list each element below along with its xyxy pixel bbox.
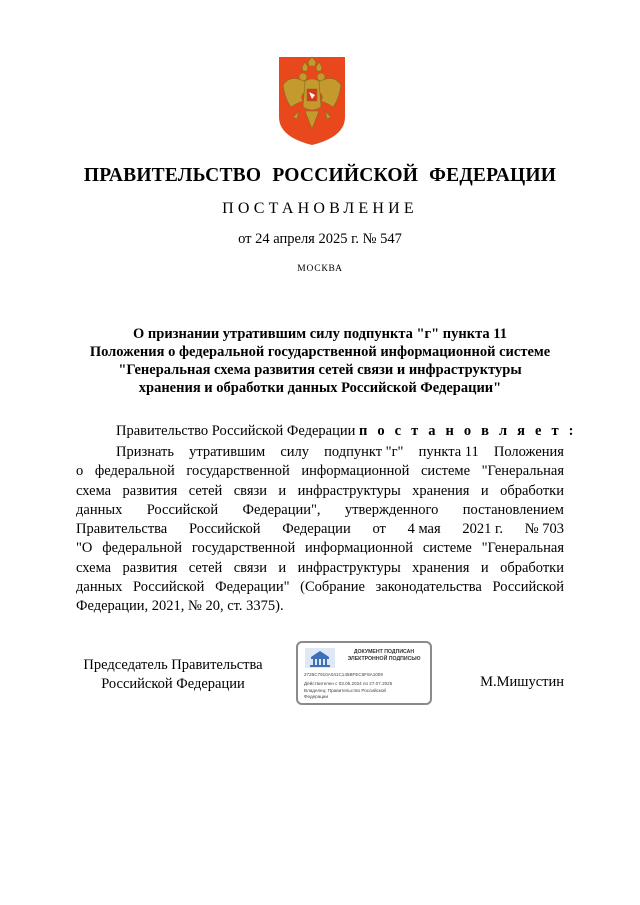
- body-line: [76, 520, 564, 539]
- heading-line: "Генеральная схема развития сетей связи и инфраструктуры: [118, 362, 522, 378]
- body-word: 4 мая: [407, 521, 441, 538]
- body-word: Федерации": [215, 579, 290, 596]
- document-city: МОСКВА: [297, 264, 343, 274]
- stamp-owner: Владелец: Правительство Российской: [304, 688, 386, 693]
- stamp-validity: Действителен с 03.05.2024 по 27.07.2025: [304, 681, 393, 686]
- position-line: Российской Федерации: [101, 676, 245, 692]
- body-word: утвержденного: [344, 501, 439, 518]
- body-word: "Генеральная: [481, 540, 564, 557]
- body-line: [76, 539, 564, 558]
- signatory-name: М.Мишустин: [480, 674, 564, 690]
- preamble-text: Правительство Российской Федерации: [116, 423, 356, 439]
- body-word: инфраструктуры: [297, 559, 401, 576]
- stamp-owner: Федерации: [304, 694, 329, 699]
- body-word: Положения: [493, 444, 564, 460]
- government-building-icon: [305, 648, 335, 668]
- preamble: [116, 423, 577, 440]
- body-word: Правительства: [76, 521, 168, 538]
- position-line: Председатель Правительства: [83, 657, 263, 673]
- body-word: обработки: [500, 482, 564, 499]
- body-line: [76, 482, 564, 501]
- russian-coat-of-arms-icon: [277, 55, 347, 147]
- body-word: Федерации: [282, 521, 351, 538]
- body-word: Российской: [492, 579, 564, 596]
- document-date-number: от 24 апреля 2025 г. № 547: [238, 231, 402, 247]
- decree-body: [76, 443, 564, 617]
- body-word: № 703: [524, 521, 564, 538]
- body-word: данных: [76, 501, 123, 518]
- body-word: обработки: [500, 559, 564, 576]
- body-word: пункта 11: [418, 444, 479, 460]
- electronic-signature-stamp: [296, 641, 432, 705]
- body-word: Российской: [189, 521, 261, 538]
- body-word: федеральной: [94, 463, 175, 480]
- body-line: [76, 462, 564, 481]
- body-word: государственной: [186, 463, 290, 480]
- body-word: связи: [233, 482, 267, 499]
- body-word: подпункт "г": [324, 444, 404, 460]
- body-word: схема: [76, 482, 112, 499]
- heading-line: О признании утратившим силу подпункта "г" пункта 11: [133, 326, 507, 342]
- body-line: [76, 559, 564, 578]
- body-word: Российской: [146, 501, 219, 518]
- stamp-title: [338, 649, 430, 663]
- heading-line: Положения о федеральной государственной информационной системе: [89, 344, 551, 360]
- body-word: системе: [422, 540, 472, 557]
- body-word: хранения: [412, 559, 470, 576]
- body-word: данных: [76, 579, 123, 596]
- body-word: информационной: [301, 463, 410, 480]
- body-word: сетей: [188, 559, 223, 576]
- body-word: от: [372, 521, 386, 538]
- body-line: [76, 597, 564, 616]
- body-word: и: [480, 482, 489, 499]
- body-word: и: [278, 559, 287, 576]
- body-word: схема: [76, 559, 112, 576]
- body-word: силу: [280, 444, 310, 460]
- body-word: (Собрание: [300, 579, 365, 596]
- body-line: [76, 443, 564, 462]
- body-word: "Генеральная: [481, 463, 564, 480]
- body-word: Федерации",: [242, 501, 321, 518]
- body-word: постановлением: [462, 501, 564, 518]
- government-title: ПРАВИТЕЛЬСТВО РОССИЙСКОЙ ФЕДЕРАЦИИ: [83, 165, 557, 186]
- body-word: 2021 г.: [462, 521, 503, 538]
- body-word: и: [278, 482, 287, 499]
- body-word: Признать: [116, 444, 174, 460]
- body-word: инфраструктуры: [297, 482, 401, 499]
- signatory-position: [76, 656, 270, 694]
- stamp-title-line: ЭЛЕКТРОННОЙ ПОДПИСЬЮ: [347, 656, 421, 662]
- stamp-certificate: 2726C7910A041C145BFEC6F8A1009: [304, 672, 383, 677]
- stamp-title-line: ДОКУМЕНТ ПОДПИСАН: [353, 649, 415, 655]
- body-word: федеральной: [102, 540, 183, 557]
- body-word: и: [480, 559, 489, 576]
- decree-word: п о с т а н о в л я е т :: [358, 423, 577, 439]
- body-word: связи: [233, 559, 267, 576]
- body-word: Российской: [132, 579, 205, 596]
- body-word: "О: [76, 540, 93, 557]
- body-word: развития: [122, 559, 178, 576]
- body-word: Федерации, 2021, № 20, ст. 3375).: [76, 598, 284, 615]
- body-word: сетей: [188, 482, 223, 499]
- heading-line: хранения и обработки данных Российской Федерации": [138, 380, 502, 396]
- body-word: государственной: [191, 540, 296, 557]
- body-word: системе: [421, 463, 471, 480]
- body-word: развития: [122, 482, 178, 499]
- body-word: законодательства: [375, 579, 482, 596]
- body-word: информационной: [305, 540, 414, 557]
- body-line: [76, 578, 564, 597]
- body-word: о: [76, 463, 84, 480]
- body-word: хранения: [412, 482, 470, 499]
- body-line: [76, 501, 564, 520]
- document-heading: [76, 325, 564, 397]
- document-type: ПОСТАНОВЛЕНИЕ: [222, 200, 418, 217]
- body-word: утратившим: [189, 444, 266, 460]
